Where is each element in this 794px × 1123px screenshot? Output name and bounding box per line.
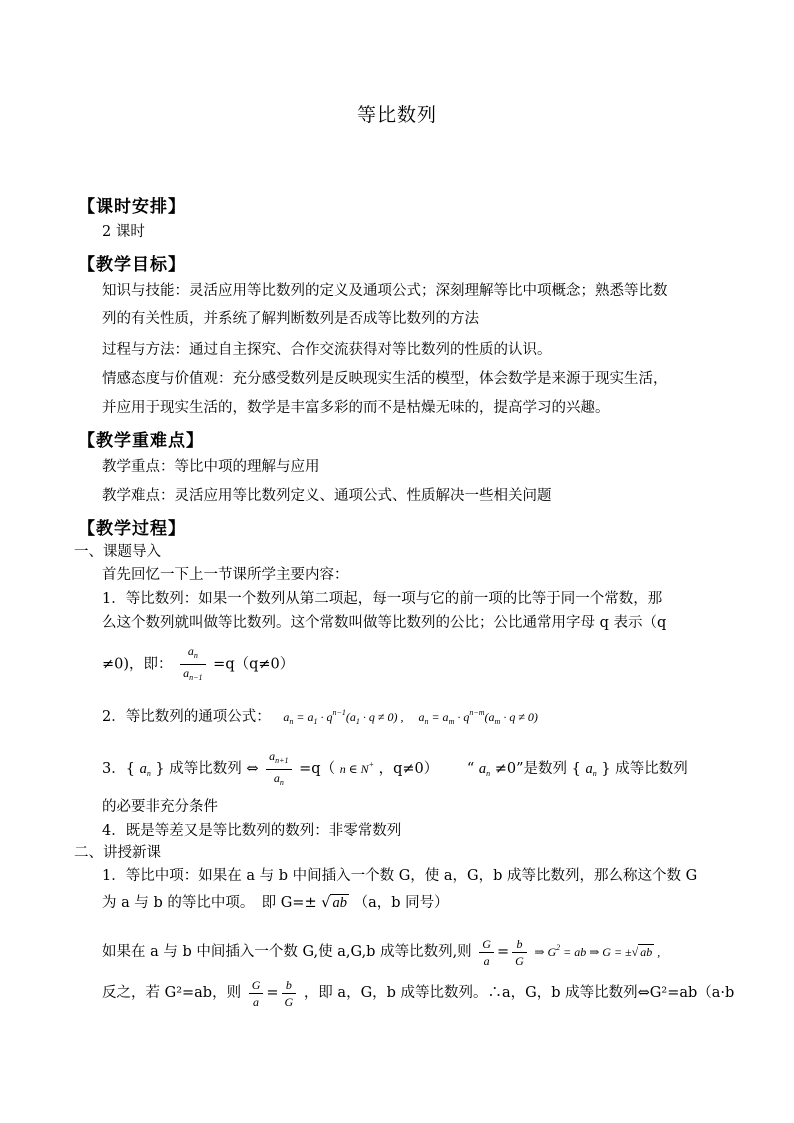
new-1-line-1: 1．等比中项：如果在 a 与 b 中间插入一个数 G，使 a，G，b 成等比数列，那么称这个数 G (102, 868, 698, 884)
ratio-fraction: $\frac{a_n}{a_{n-1}}$ (180, 643, 205, 686)
section-1-intro: 首先回忆一下上一节课所学主要内容： (102, 567, 349, 583)
schedule-text: 2 课时 (102, 224, 145, 240)
a-n-symbol: $a_n$ (478, 761, 491, 778)
new-1-line-4: 反之，若 G²=ab，则 $\frac{G}{a}$ = $\frac{b}{G}$ ，即 a，G，b 成等比数列。∴a，G，b 成等比数列⇔G²=ab（a·b (102, 977, 735, 1009)
sqrt-ab: √ ab (321, 895, 347, 911)
n-in-naturals: n ∈ N+ (339, 760, 374, 776)
point-3-line-2: 的必要非充分条件 (102, 799, 218, 815)
point-3-quote: “ (466, 761, 475, 777)
geometric-mean-def: 为 a 与 b 的等比中项。 即 G=± (102, 895, 317, 911)
goals-line-1: 知识与技能：灵活应用等比数列的定义及通项公式；深刻理解等比中项概念；熟悉等比数 (102, 283, 668, 299)
point-3-prefix: 3．{ (102, 761, 135, 777)
converse-intro: 反之，若 G²=ab，则 (102, 985, 242, 1001)
G-over-a-2: $\frac{G}{a}$ (249, 977, 264, 1010)
new-1-line-2 (102, 893, 449, 913)
heading-schedule: 【课时安排】 (78, 197, 186, 217)
derivation-intro: 如果在 a 与 b 中间插入一个数 G,使 a,G,b 成等比数列,则 (102, 944, 472, 960)
key-focus: 教学重点：等比中项的理解与应用 (102, 459, 320, 475)
general-term-label: 2．等比数列的通项公式： (102, 709, 271, 725)
point-3-cond: =q（ (299, 761, 336, 777)
heading-goals: 【教学目标】 (78, 255, 186, 275)
heading-process: 【教学过程】 (78, 519, 186, 539)
point-1-line-3 (102, 643, 294, 686)
section-1-title: 一、课题导入 (74, 544, 161, 560)
point-3-equivalence: } 成等比数列 ⇔ (155, 761, 259, 777)
b-over-G: $\frac{b}{G}$ (512, 936, 527, 969)
point-3 (102, 747, 688, 792)
page-title: 等比数列 (356, 104, 437, 126)
goals-line-5: 并应用于现实生活的，数学是丰富多彩的而不是枯燥无味的，提高学习的兴趣。 (102, 400, 610, 416)
goals-line-3: 过程与方法：通过自主探究、合作交流获得对等比数列的性质的认识。 (102, 342, 552, 358)
derivation-result: ⇒ $G^2$ = ab ⇒ G = ±√ ab , (534, 943, 661, 959)
ratio-condition: =q（q≠0） (213, 656, 295, 673)
point-2 (102, 703, 538, 732)
converse-result: ，即 a，G，b 成等比数列。∴a，G，b 成等比数列⇔G²=ab（a·b (303, 985, 735, 1001)
section-2-title: 二、讲授新课 (74, 845, 161, 861)
point-3-cond2: ，q≠0） (378, 761, 439, 777)
point-3-quote2: ≠0”是数列 { (494, 761, 581, 777)
sequence-a-n: $a_n$ (139, 761, 151, 778)
general-term-formula: $a_n = a_1 \cdot q^{n-1}(a_1 \cdot q \ne 0)$ , $a_n = a_m \cdot q^{n-m}(a_m \cdot q \ne 0)$ (283, 708, 538, 726)
key-difficulty: 教学难点：灵活应用等比数列定义、通项公式、性质解决一些相关问题 (102, 488, 552, 504)
goals-line-4: 情感态度与价值观：充分感受数列是反映现实生活的模型，体会数学是来源于现实生活， (102, 371, 668, 387)
heading-key-points: 【教学重难点】 (78, 431, 204, 451)
G-over-a: $\frac{G}{a}$ (479, 936, 494, 969)
new-1-line-3: 如果在 a 与 b 中间插入一个数 G,使 a,G,b 成等比数列,则 $\frac{G}{a}$ = $\frac{b}{G}$ ⇒ $G^2$ = ab ⇒ G = ±√ ab , (102, 936, 661, 968)
point-3-tail: } 成等比数列 (601, 761, 688, 777)
b-over-G-2: $\frac{b}{G}$ (282, 977, 297, 1010)
ratio-fraction-2: $\frac{a_{n+1}}{a_n}$ (266, 748, 291, 791)
point-1-line-1: 1．等比数列：如果一个数列从第二项起，每一项与它的前一项的比等于同一个常数，那 (102, 591, 663, 607)
a-n-symbol-2: $a_n$ (585, 761, 597, 778)
goals-line-2: 列的有关性质，并系统了解判断数列是否成等比数列的方法 (102, 311, 479, 327)
same-sign-note: （a，b 同号） (353, 895, 449, 911)
point-1-line-2: 么这个数列就叫做等比数列。这个常数叫做等比数列的公比；公比通常用字母 q 表示（q (102, 615, 667, 631)
ratio-intro: ≠0)，即： (102, 656, 173, 673)
point-4: 4．既是等差又是等比数列的数列：非零常数列 (102, 823, 402, 839)
